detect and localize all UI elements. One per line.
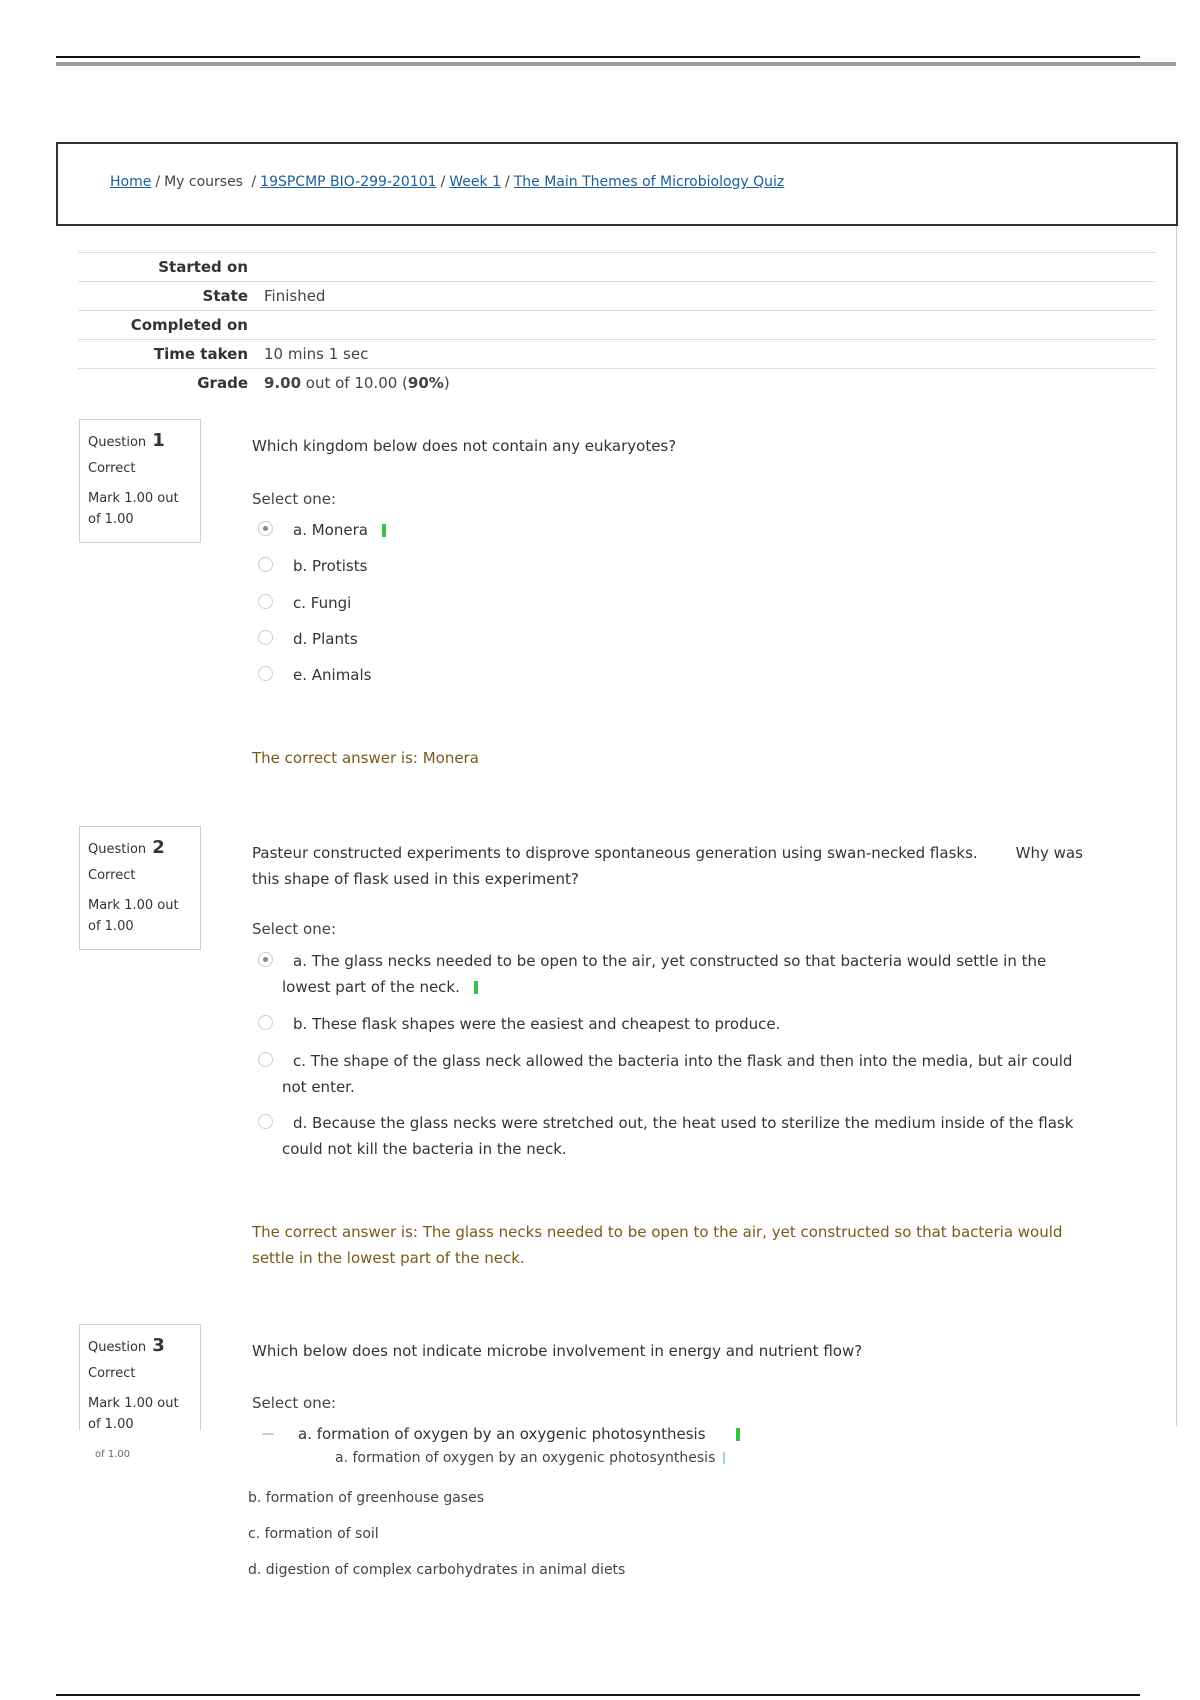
question-1-info (79, 419, 201, 543)
question-number: Question 3 (88, 1335, 165, 1356)
question-state: Correct (88, 461, 136, 476)
radio-button[interactable] (258, 557, 273, 572)
q1-option-a[interactable]: a. Monera (258, 517, 1104, 543)
correct-tick-icon (736, 1428, 740, 1441)
question-mark: Mark 1.00 out of 1.00 (88, 898, 179, 934)
time-taken-value: 10 mins 1 sec (264, 345, 369, 363)
radio-button-checked[interactable] (258, 521, 273, 536)
question-state: Correct (88, 1366, 136, 1381)
correct-tick-icon (474, 981, 478, 994)
q2-option-d[interactable]: d. Because the glass necks were stretched out, the heat used to sterilize the medium inside of the flask could not kill the bacteria in the neck. (258, 1110, 1104, 1162)
time-taken-label: Time taken (153, 345, 248, 363)
radio-button-checked[interactable] (258, 952, 273, 967)
summary-row-started (78, 253, 1155, 282)
q2-option-b[interactable]: b. These flask shapes were the easiest and cheapest to produce. (258, 1011, 1104, 1037)
grade-score: 9.00 (264, 374, 302, 393)
radio-button[interactable] (258, 666, 273, 681)
q1-option-c[interactable]: c. Fungi (258, 590, 1104, 616)
state-value: Finished (264, 287, 326, 305)
radio-button-partial[interactable] (262, 1433, 274, 1435)
radio-button[interactable] (258, 1015, 273, 1030)
question-3-info (79, 1324, 201, 1430)
question-number: Question 2 (88, 837, 165, 858)
attempt-summary-table (78, 252, 1155, 398)
correct-tick-icon (382, 524, 386, 537)
state-label: State (202, 287, 248, 305)
breadcrumb-course-link[interactable]: 19SPCMP BIO-299-20101 (260, 174, 437, 190)
question-2-feedback: The correct answer is: The glass necks needed to be open to the air, yet constructed so that bacteria would settle in the lowest part of the neck. (252, 1223, 1063, 1267)
question-3-mark-fragment: of 1.00 (95, 1449, 131, 1460)
content-frame-edge (1176, 226, 1177, 1426)
question-2-text: Pasteur constructed experiments to disprove spontaneous generation using swan-necked flasks. Why was this shape of flask used in this experiment? (252, 844, 1083, 888)
grade-label: Grade (197, 374, 248, 393)
question-2-info (79, 826, 201, 950)
grade-rest: out of 10.00 ( (301, 374, 408, 393)
breadcrumb-quiz-link[interactable]: The Main Themes of Microbiology Quiz (513, 174, 785, 190)
q3-option-d[interactable]: d. digestion of complex carbohydrates in animal diets (248, 1562, 626, 1578)
question-3-text: Which below does not indicate microbe involvement in energy and nutrient flow? (252, 1342, 863, 1360)
grade-percent: 90% (407, 374, 444, 393)
completed-on-label: Completed on (130, 316, 248, 334)
breadcrumb-home-link[interactable]: Home (110, 174, 152, 190)
q1-option-d[interactable]: d. Plants (258, 626, 1104, 652)
radio-button[interactable] (258, 594, 273, 609)
grade-value (264, 369, 1155, 398)
question-state: Correct (88, 868, 136, 883)
top-rule-thick (56, 62, 1176, 66)
breadcrumb-my-courses[interactable]: My courses (164, 174, 243, 190)
grade-close: ) (443, 374, 450, 393)
question-number: Question 1 (88, 430, 165, 451)
started-on-label: Started on (158, 258, 248, 276)
summary-row-state (78, 282, 1155, 311)
question-1-feedback: The correct answer is: Monera (252, 749, 479, 767)
q3-option-b[interactable]: b. formation of greenhouse gases (248, 1490, 484, 1506)
q1-option-e[interactable]: e. Animals (258, 662, 1104, 688)
q3-option-a[interactable]: a. formation of oxygen by an oxygenic photosynthesis (298, 1421, 1144, 1447)
question-3-prompt: Select one: (252, 1394, 337, 1412)
breadcrumb-container (56, 142, 1178, 226)
question-mark: Mark 1.00 out of 1.00 (88, 491, 179, 527)
completed-on-value (264, 311, 1155, 340)
q3-option-c[interactable]: c. formation of soil (248, 1526, 379, 1542)
summary-row-completed (78, 311, 1155, 340)
question-mark: Mark 1.00 out of 1.00 (88, 1396, 179, 1432)
q3-option-a-duplicate: a. formation of oxygen by an oxygenic photosynthesis (335, 1450, 725, 1466)
question-2-prompt: Select one: (252, 920, 337, 938)
q1-option-b[interactable]: b. Protists (258, 553, 1104, 579)
bottom-rule (56, 1694, 1140, 1696)
breadcrumb-week-link[interactable]: Week 1 (449, 174, 501, 190)
radio-button[interactable] (258, 1052, 273, 1067)
started-on-value (264, 253, 1155, 282)
summary-row-time (78, 340, 1155, 369)
q2-option-c[interactable]: c. The shape of the glass neck allowed the bacteria into the flask and then into the media, but air could not enter. (258, 1048, 1104, 1100)
question-1-text: Which kingdom below does not contain any eukaryotes? (252, 437, 677, 455)
question-1-prompt: Select one: (252, 490, 337, 508)
summary-row-grade (78, 369, 1155, 398)
breadcrumb: Home / My courses / 19SPCMP BIO-299-20101 / Week 1 / The Main Themes of Microbiology Quiz (110, 174, 785, 190)
radio-button[interactable] (258, 630, 273, 645)
radio-button[interactable] (258, 1114, 273, 1129)
correct-tick-icon (723, 1452, 725, 1464)
q2-option-a[interactable]: a. The glass necks needed to be open to the air, yet constructed so that bacteria would settle in the lowest part of the neck. (258, 948, 1104, 1000)
top-rule (56, 56, 1140, 58)
